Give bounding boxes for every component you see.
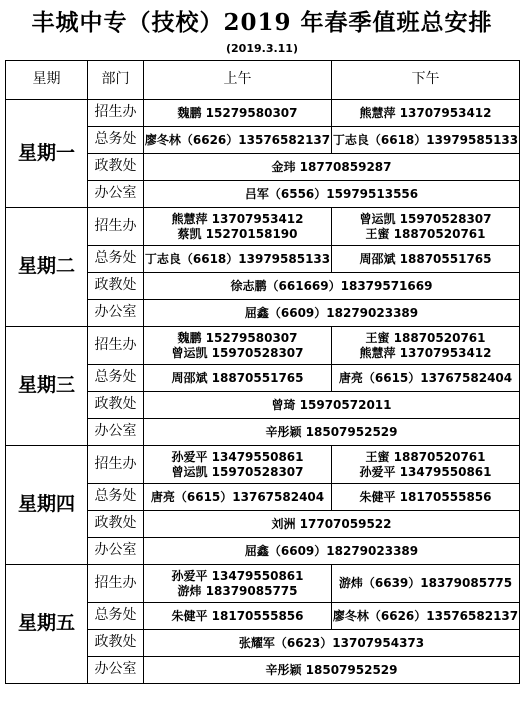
day-label: 星期二 <box>6 208 88 327</box>
afternoon-duty <box>332 100 520 127</box>
dept-label: 政教处 <box>88 511 144 538</box>
duty-entry: 熊慧萍 13707953412 <box>359 345 492 360</box>
duty-entry: 孙爱平 13479550861 <box>171 568 304 583</box>
dept-label: 招生办 <box>88 565 144 603</box>
morning-duty <box>144 565 332 603</box>
full-day-duty: 屈鑫（6609）18279023389 <box>144 300 520 327</box>
afternoon-duty <box>332 208 520 246</box>
day-label: 星期四 <box>6 446 88 565</box>
full-day-duty: 金玮 18770859287 <box>144 154 520 181</box>
morning-duty <box>144 365 332 392</box>
afternoon-duty <box>332 603 520 630</box>
afternoon-duty <box>332 484 520 511</box>
duty-entry: 蔡凯 15270158190 <box>177 226 298 241</box>
duty-entry: 魏鹏 15279580307 <box>177 330 298 345</box>
morning-duty <box>144 208 332 246</box>
morning-duty <box>144 246 332 273</box>
duty-entry: 王蜜 18870520761 <box>365 330 486 345</box>
duty-entry: 朱健平 18170555856 <box>359 489 492 504</box>
duty-entry: 丁志良（6618）13979585133 <box>332 132 519 147</box>
dept-label: 办公室 <box>88 181 144 208</box>
duty-entry: 游炜（6639）18379085775 <box>338 576 513 590</box>
full-day-duty: 徐志鹏（661669）18379571669 <box>144 273 520 300</box>
day-label: 星期五 <box>6 565 88 684</box>
afternoon-duty <box>332 327 520 365</box>
morning-duty <box>144 603 332 630</box>
dept-label: 总务处 <box>88 484 144 511</box>
dept-label: 招生办 <box>88 100 144 127</box>
duty-entry: 丁志良（6618）13979585133 <box>144 251 331 266</box>
full-day-duty: 曾琦 15970572011 <box>144 392 520 419</box>
duty-entry: 唐亮（6615）13767582404 <box>338 370 513 385</box>
morning-duty <box>144 100 332 127</box>
duty-entry: 朱健平 18170555856 <box>171 608 304 623</box>
header-row <box>6 61 520 100</box>
afternoon-duty <box>332 446 520 484</box>
dept-label: 总务处 <box>88 365 144 392</box>
afternoon-duty <box>332 365 520 392</box>
duty-entry: 孙爱平 13479550861 <box>359 464 492 479</box>
dept-label: 招生办 <box>88 446 144 484</box>
duty-entry: 曾运凯 15970528307 <box>359 211 492 226</box>
duty-entry: 熊慧萍 13707953412 <box>171 211 304 226</box>
dept-label: 政教处 <box>88 630 144 657</box>
dept-label: 政教处 <box>88 273 144 300</box>
dept-label: 办公室 <box>88 538 144 565</box>
day-label: 星期一 <box>6 100 88 208</box>
header-pm: 下午 <box>332 61 520 100</box>
date-subtitle: (2019.3.11) <box>226 42 298 55</box>
duty-entry: 周邵斌 18870551765 <box>359 251 492 266</box>
dept-label: 总务处 <box>88 127 144 154</box>
duty-entry: 唐亮（6615）13767582404 <box>150 489 325 504</box>
table-row <box>6 565 520 603</box>
full-day-duty: 张耀军（6623）13707954373 <box>144 630 520 657</box>
duty-entry: 廖冬林（6626）13576582137 <box>144 132 331 147</box>
duty-entry: 王蜜 18870520761 <box>365 226 486 241</box>
table-row <box>6 208 520 246</box>
duty-entry: 孙爱平 13479550861 <box>171 449 304 464</box>
dept-label: 总务处 <box>88 603 144 630</box>
duty-entry: 廖冬林（6626）13576582137 <box>332 608 519 623</box>
full-day-duty: 刘洲 17707059522 <box>144 511 520 538</box>
dept-label: 办公室 <box>88 419 144 446</box>
duty-entry: 游炜 18379085775 <box>177 583 298 598</box>
morning-duty <box>144 127 332 154</box>
dept-label: 政教处 <box>88 392 144 419</box>
afternoon-duty <box>332 127 520 154</box>
header-day: 星期 <box>6 61 88 100</box>
table-row <box>6 100 520 127</box>
afternoon-duty <box>332 246 520 273</box>
header-am: 上午 <box>144 61 332 100</box>
afternoon-duty <box>332 565 520 603</box>
duty-entry: 曾运凯 15970528307 <box>171 345 304 360</box>
full-day-duty: 辛彤颖 18507952529 <box>144 419 520 446</box>
full-day-duty: 吕军（6556）15979513556 <box>144 181 520 208</box>
table-row <box>6 446 520 484</box>
page-title: 丰城中专（技校）2019 年春季值班总安排 <box>31 9 493 36</box>
dept-label: 招生办 <box>88 327 144 365</box>
full-day-duty: 屈鑫（6609）18279023389 <box>144 538 520 565</box>
dept-label: 办公室 <box>88 657 144 684</box>
morning-duty <box>144 484 332 511</box>
morning-duty <box>144 446 332 484</box>
duty-entry: 熊慧萍 13707953412 <box>359 105 492 120</box>
duty-entry: 魏鹏 15279580307 <box>177 105 298 120</box>
duty-entry: 曾运凯 15970528307 <box>171 464 304 479</box>
schedule-body <box>6 100 520 684</box>
table-row <box>6 327 520 365</box>
dept-label: 办公室 <box>88 300 144 327</box>
dept-label: 总务处 <box>88 246 144 273</box>
dept-label: 招生办 <box>88 208 144 246</box>
day-label: 星期三 <box>6 327 88 446</box>
header-dept: 部门 <box>88 61 144 100</box>
duty-entry: 王蜜 18870520761 <box>365 449 486 464</box>
duty-entry: 周邵斌 18870551765 <box>171 370 304 385</box>
dept-label: 政教处 <box>88 154 144 181</box>
full-day-duty: 辛彤颖 18507952529 <box>144 657 520 684</box>
morning-duty <box>144 327 332 365</box>
schedule-table <box>5 60 520 684</box>
